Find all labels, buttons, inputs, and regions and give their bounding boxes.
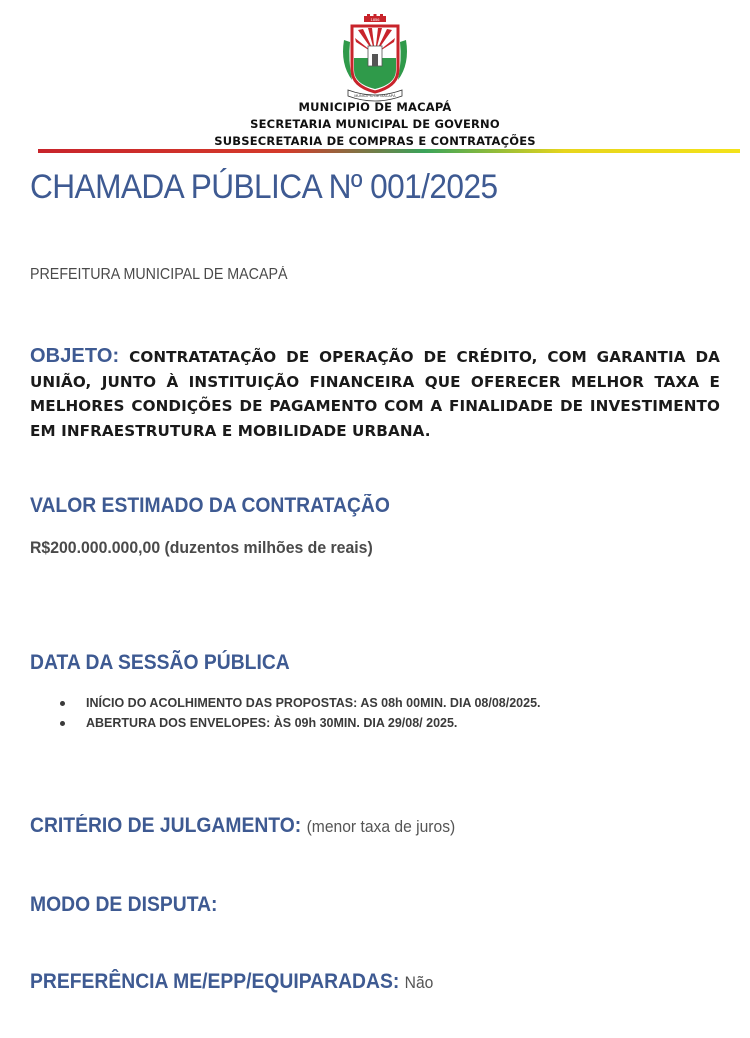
- entity-name: PREFEITURA MUNICIPAL DE MACAPÁ: [30, 266, 288, 283]
- sessao-heading: DATA DA SESSÃO PÚBLICA: [30, 651, 290, 674]
- valor-value: R$200.000.000,00 (duzentos milhões de reais): [30, 538, 373, 557]
- objeto-paragraph: [30, 344, 720, 443]
- sessao-list: [58, 694, 541, 733]
- page-title: CHAMADA PÚBLICA Nº 001/2025: [30, 168, 498, 206]
- sessao-item-text: ABERTURA DOS ENVELOPES: ÀS 09h 30MIN. DIA 29/08/ 2025.: [86, 715, 458, 730]
- municipal-crest-icon: [338, 14, 412, 102]
- sessao-item-text: INÍCIO DO ACOLHIMENTO DAS PROPOSTAS: AS 08h 00MIN. DIA 08/08/2025.: [86, 696, 541, 710]
- preferencia-label: PREFERÊNCIA ME/EPP/EQUIPARADAS:: [30, 970, 400, 993]
- preferencia-row: [30, 970, 433, 994]
- objeto-text: CONTRATATAÇÃO DE OPERAÇÃO DE CRÉDITO, COM GARANTIA DA UNIÃO, JUNTO À INSTITUIÇÃO FINANCEIRA QUE OFERECER MELHOR TAXA E MELHORES CONDIÇÕES DE PAGAMENTO COM A FINALIDADE DE INVESTIMENTO EM INFRAESTRUTURA E MOBILIDADE URBANA.: [30, 348, 721, 440]
- list-item: [58, 694, 541, 714]
- criterio-label: CRITÉRIO DE JULGAMENTO:: [30, 814, 302, 837]
- header-line-subsecretaria: SUBSECRETARIA DE COMPRAS E CONTRATAÇÕES: [214, 134, 536, 148]
- svg-text:MUNICIPIO DE MACAPÁ: MUNICIPIO DE MACAPÁ: [354, 94, 396, 98]
- preferencia-value: Não: [404, 973, 434, 992]
- svg-text:1856: 1856: [370, 17, 380, 22]
- modo-heading: MODO DE DISPUTA:: [30, 893, 218, 916]
- header-line-municipio: MUNICIPIO DE MACAPÁ: [298, 100, 452, 114]
- bullet-icon: [60, 721, 65, 726]
- header-color-stripe: [38, 149, 740, 153]
- valor-heading: VALOR ESTIMADO DA CONTRATAÇÃO: [30, 494, 390, 517]
- objeto-label: OBJETO:: [30, 345, 120, 367]
- header-line-secretaria: SECRETARIA MUNICIPAL DE GOVERNO: [250, 117, 500, 131]
- criterio-row: [30, 814, 455, 838]
- bullet-icon: [60, 701, 65, 706]
- list-item: [58, 714, 541, 734]
- criterio-value: (menor taxa de juros): [306, 817, 456, 836]
